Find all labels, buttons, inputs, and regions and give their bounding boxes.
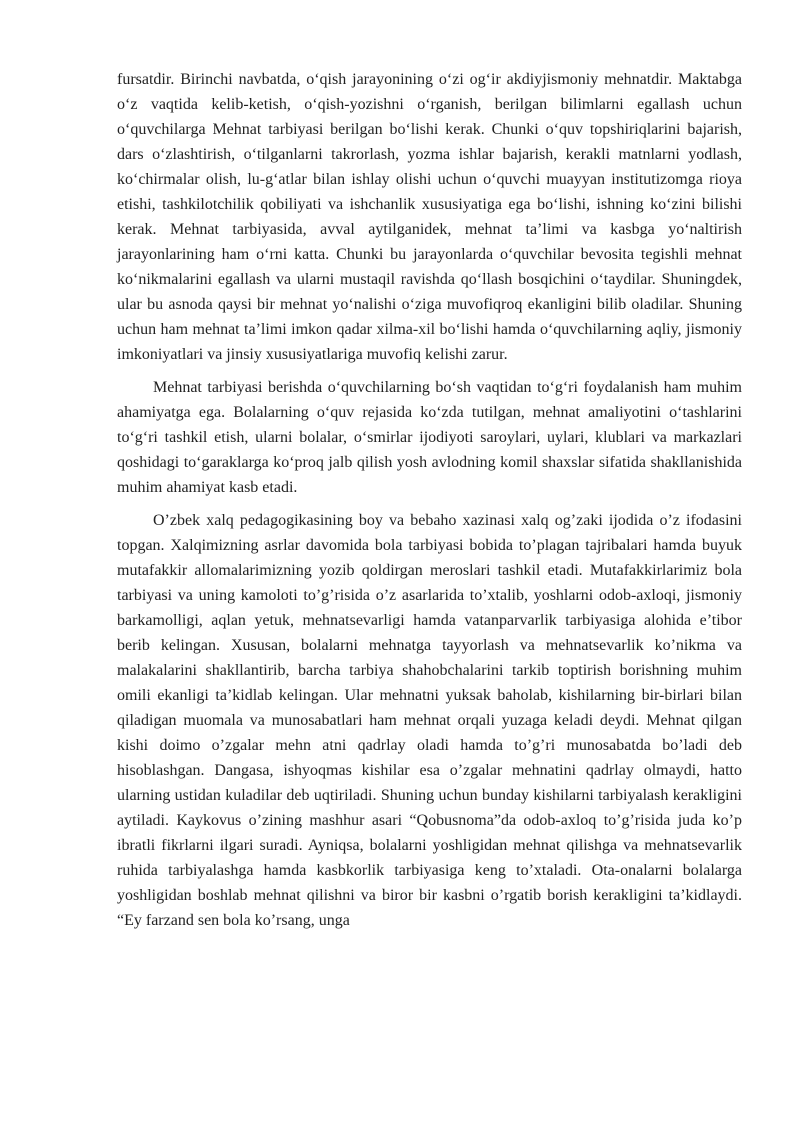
paragraph-3: O’zbek xalq pedagogikasining boy va bebaho xazinasi xalq og’zaki ijodida o’z ifodasini topgan. Xalqimizning asrlar davomida bola tarbiyasi bobida to’plagan tajribalari hamda buyuk mutafakkir allomalarimizning yozib qoldirgan meroslari tashkil etadi. Mutafakkirlarimiz bola tarbiyasi va uning kamoloti to’g’risida o’z asarlarida to’xtalib, yoshlarni odob-axloqi, jismoniy barkamolligi, aqlan yetuk, mehnatsevarligi hamda vatanparvarlik tarbiyasiga alohida e’tibor berib kelingan. Xususan, bolalarni mehnatga tayyorlash va mehnatsevarlik ko’nikma va malakalarini shakllantirib, barcha tarbiya shahobchalarini tarkib toptirish borishning muhim omili ekanligi ta’kidlab kelingan. Ular mehnatni yuksak baholab, kishilarning bir-birlari bilan qiladigan muomala va munosabatlari ham mehnat orqali yuzaga keladi deydi. Mehnat qilgan kishi doimo o’zgalar mehn atni qadrlay oladi hamda to’g’ri munosabatda bo’ladi deb hisoblashgan. Dangasa, ishyoqmas kishilar esa o’zgalar mehnatini qadrlay olmaydi, hatto ularning ustidan kuladilar deb uqtiriladi. Shuning uchun bunday kishilarni tarbiyalash kerakligini aytiladi. Kaykovus o’zining mashhur asari “Qobusnoma”da odob-axloq to’g’risida juda ko’p ibratli fikrlarni ilgari suradi. Ayniqsa, bolalarni yoshligidan mehnat qilishga va mehnatsevarlik ruhida tarbiyalashga hamda kasbkorlik tarbiyasiga keng to’xtaladi. Ota-onalarni bolalarga yoshligidan boshlab mehnat qilishni va biror bir kasbni o’rgatib borish kerakligini ta’kidlaydi. “Ey farzand sen bola ko’rsang, unga (117, 512, 742, 929)
document-page (117, 67, 742, 941)
paragraph-1: fursatdir. Birinchi navbatda, o‘qish jarayonining o‘zi og‘ir akdiyjismoniy mehnatdir. Maktabga o‘z vaqtida kelib-ketish, o‘qish-yozishni o‘rganish, berilgan bilimlarni egallash uchun o‘quvchilarga Mehnat tarbiyasi berilgan bo‘lishi kerak. Chunki o‘quv topshiriqlarini bajarish, dars o‘zlashtirish, o‘tilganlarni takrorlash, yozma ishlar bajarish, kerakli matnlarni yodlash, ko‘chirmalar olish, lu-g‘atlar bilan ishlay olishi uchun o‘quvchi muayyan institutizomga rioya etishi, tashkilotchilik qobiliyati va ishchanlik xususiyatiga ega bo‘lishi, ishning ko‘zini bilishi kerak. Mehnat tarbiyasida, avval aytilganidek, mehnat ta’limi va kasbga yo‘naltirish jarayonlarining ham o‘rni katta. Chunki bu jarayonlarda o‘quvchilar bevosita tegishli mehnat ko‘nikmalarini egallash va ularni mustaqil ravishda qo‘llash bosqichini o‘taydilar. Shuningdek, ular bu asnoda qaysi bir mehnat yo‘nalishi o‘ziga muvofiqroq ekanligini bilib oladilar. Shuning uchun ham mehnat ta’limi imkon qadar xilma-xil bo‘lishi hamda o‘quvchilarning aqliy, jismoniy imkoniyatlari va jinsiy xususiyatlariga muvofiq kelishi zarur. (117, 71, 742, 363)
paragraph-2: Mehnat tarbiyasi berishda o‘quvchilarning bo‘sh vaqtidan to‘g‘ri foydalanish ham muhim ahamiyatga ega. Bolalarning o‘quv rejasida ko‘zda tutilgan, mehnat amaliyotini o‘tashlarini to‘g‘ri tashkil etish, ularni bolalar, o‘smirlar ijodiyoti saroylari, uylari, klublari va markazlari qoshidagi to‘garaklarga ko‘proq jalb qilish yosh avlodning komil shaxslar sifatida shakllanishida muhim ahamiyat kasb etadi. (117, 379, 742, 496)
